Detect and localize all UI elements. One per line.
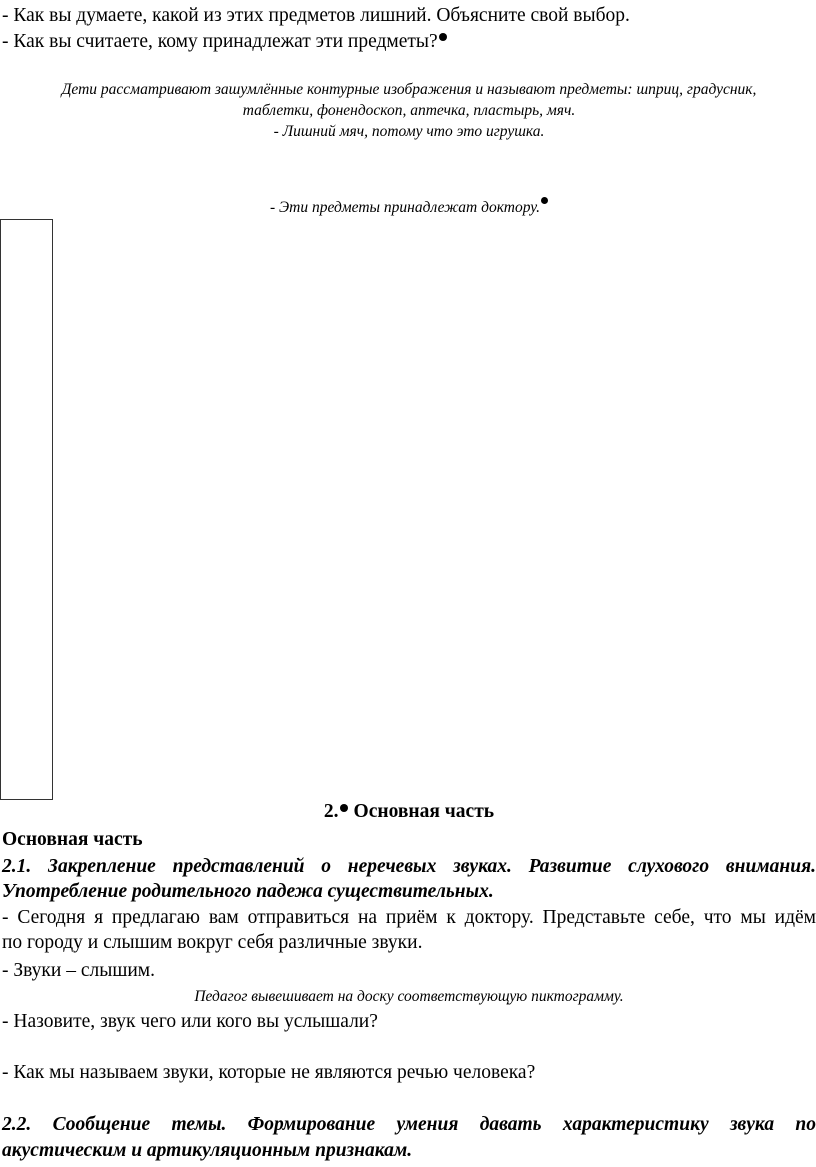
body-paragraph-3: - Назовите, звук чего или кого вы услышали? <box>2 1011 378 1032</box>
body-paragraph-2: - Звуки – слышим. <box>2 960 155 981</box>
question-1: - Как вы думаете, какой из этих предметов лишний. Объясните свой выбор. <box>2 5 630 26</box>
teacher-note-line-1: Дети рассматривают зашумлённые контурные изображения и называют предметы: шприц, градусник, <box>61 81 757 98</box>
subsection-2-2-line-2: акустическим и артикуляционным признакам. <box>2 1140 413 1161</box>
section-heading: Основная часть <box>2 829 143 850</box>
teacher-note-pictogram: Педагог вывешивает на доску соответствующую пиктограмму. <box>194 988 624 1005</box>
teacher-note-answer: - Эти предметы принадлежат доктору. <box>2 198 816 218</box>
subsection-2-1-line-2: Употребление родительного падежа существительных. <box>2 881 494 902</box>
subsection-2-2-line-1: 2.2. Сообщение темы. Формирование умения давать характеристику звука по <box>2 1114 816 1135</box>
body-paragraph-1-line-2: по городу и слышим вокруг себя различные звуки. <box>2 932 423 953</box>
bullet-dot-icon <box>439 33 447 41</box>
bullet-dot-icon <box>340 804 348 812</box>
question-2: - Как вы считаете, кому принадлежат эти предметы? <box>2 30 816 54</box>
teacher-note-line-2: таблетки, фонендоскоп, аптечка, пластырь, мяч. <box>242 102 576 119</box>
body-paragraph-1-line-1: - Сегодня я предлагаю вам отправиться на приём к доктору. Представьте себе, что мы идём <box>2 907 816 928</box>
body-paragraph-4: - Как мы называем звуки, которые не являются речью человека? <box>2 1062 536 1083</box>
section-title: 2. Основная часть <box>323 801 495 822</box>
bullet-dot-icon <box>541 197 548 204</box>
subsection-2-1-line-1: 2.1. Закрепление представлений о неречевых звуках. Развитие слухового внимания. <box>2 856 816 877</box>
teacher-note-line-3: - Лишний мяч, потому что это игрушка. <box>273 123 545 140</box>
empty-side-frame <box>0 219 53 800</box>
